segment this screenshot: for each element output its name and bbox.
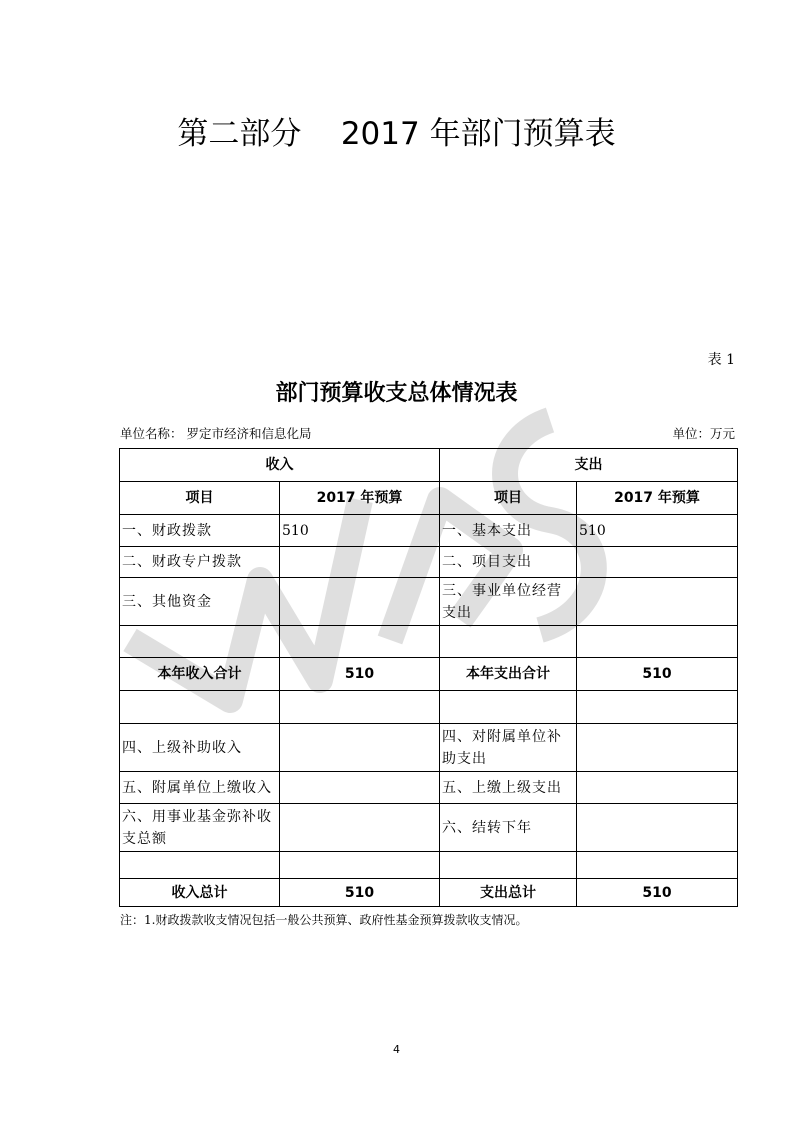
table-row	[120, 578, 738, 626]
income-value	[280, 691, 440, 724]
expense-item: 二、项目支出	[440, 547, 577, 578]
table-number: 表 1	[707, 352, 735, 368]
col-budget-income: 2017 年预算	[280, 482, 440, 515]
table-row	[120, 852, 738, 879]
expense-item: 一、基本支出	[440, 515, 577, 547]
expense-item	[440, 626, 577, 658]
income-value	[280, 852, 440, 879]
budget-table	[119, 448, 738, 907]
table-row	[120, 515, 738, 547]
table-row	[120, 724, 738, 772]
page-number: 4	[393, 1043, 400, 1056]
expense-value	[577, 691, 738, 724]
expense-header: 支出	[440, 449, 738, 482]
expense-subtotal-value: 510	[577, 658, 738, 691]
income-item: 三、其他资金	[120, 578, 280, 626]
expense-item	[440, 852, 577, 879]
expense-subtotal-label: 本年支出合计	[440, 658, 577, 691]
income-value	[280, 724, 440, 772]
expense-value	[577, 804, 738, 852]
income-header: 收入	[120, 449, 440, 482]
income-subtotal-label: 本年收入合计	[120, 658, 280, 691]
unit-label: 单位：万元	[672, 426, 735, 441]
income-item	[120, 691, 280, 724]
part-title: 第二部分 2017 年部门预算表	[177, 116, 616, 152]
expense-item: 三、事业单位经营支出	[440, 578, 577, 626]
expense-item	[440, 691, 577, 724]
income-total-label: 收入总计	[120, 879, 280, 907]
expense-total-value: 510	[577, 879, 738, 907]
income-value	[280, 772, 440, 804]
table-row	[120, 772, 738, 804]
table-row	[120, 626, 738, 658]
income-value	[280, 578, 440, 626]
income-item	[120, 852, 280, 879]
expense-item: 四、对附属单位补助支出	[440, 724, 577, 772]
footnote: 注：1.财政拨款收支情况包括一般公共预算、政府性基金预算拨款收支情况。	[120, 913, 528, 927]
income-item: 一、财政拨款	[120, 515, 280, 547]
income-item: 五、附属单位上缴收入	[120, 772, 280, 804]
table-row	[120, 691, 738, 724]
unit-name: 单位名称： 罗定市经济和信息化局	[120, 426, 312, 441]
expense-item: 五、上缴上级支出	[440, 772, 577, 804]
income-subtotal-value: 510	[280, 658, 440, 691]
expense-value	[577, 772, 738, 804]
col-item-income: 项目	[120, 482, 280, 515]
table-title: 部门预算收支总体情况表	[275, 381, 518, 406]
income-item: 四、上级补助收入	[120, 724, 280, 772]
income-item: 二、财政专户拨款	[120, 547, 280, 578]
income-value	[280, 804, 440, 852]
table-row	[120, 547, 738, 578]
expense-value	[577, 724, 738, 772]
expense-value	[577, 547, 738, 578]
table-row	[120, 804, 738, 852]
table-row	[120, 658, 738, 691]
income-value: 510	[280, 515, 440, 547]
expense-total-label: 支出总计	[440, 879, 577, 907]
expense-value	[577, 852, 738, 879]
expense-value	[577, 626, 738, 658]
income-total-value: 510	[280, 879, 440, 907]
income-value	[280, 547, 440, 578]
income-item: 六、用事业基金弥补收支总额	[120, 804, 280, 852]
income-value	[280, 626, 440, 658]
expense-item: 六、结转下年	[440, 804, 577, 852]
col-budget-expense: 2017 年预算	[577, 482, 738, 515]
col-item-expense: 项目	[440, 482, 577, 515]
income-item	[120, 626, 280, 658]
table-row	[120, 879, 738, 907]
expense-value: 510	[577, 515, 738, 547]
expense-value	[577, 578, 738, 626]
